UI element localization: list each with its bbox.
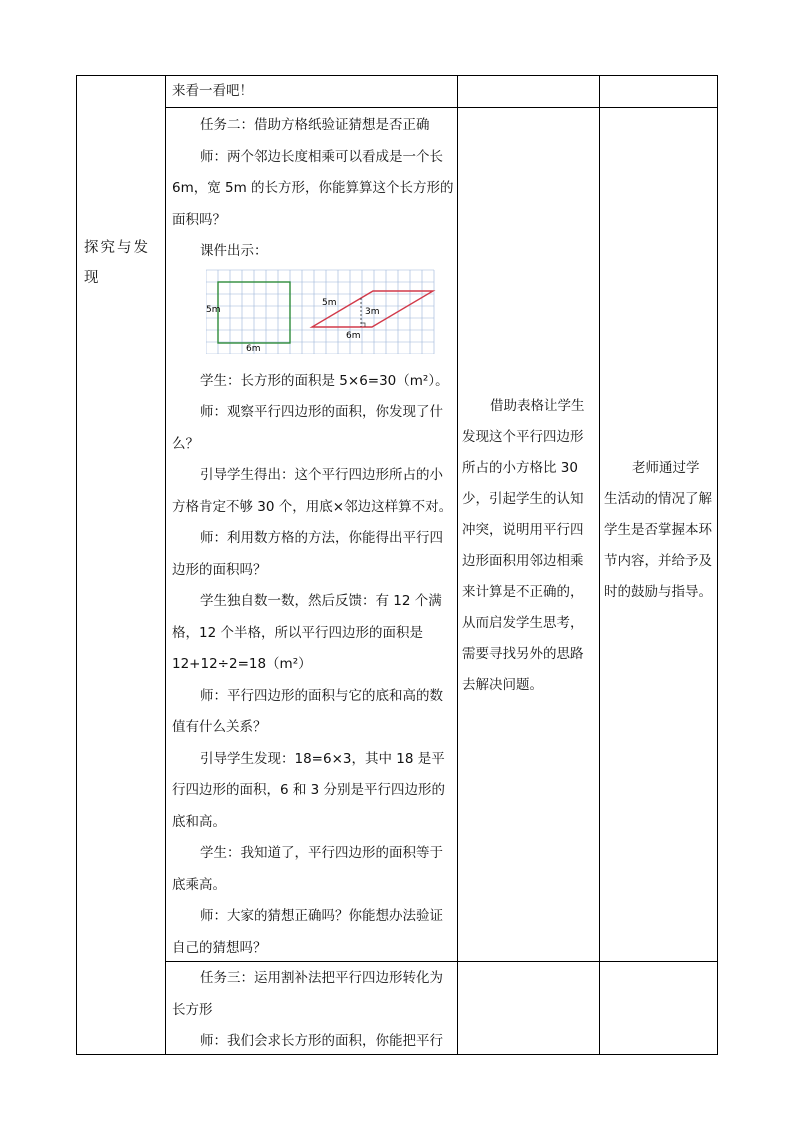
task3-title: 任务三：运用割补法把平行四边形转化为长方形	[172, 970, 443, 1018]
design-note-cell	[462, 391, 594, 701]
area-figure	[206, 268, 436, 354]
task2-paragraph: 师：观察平行四边形的面积，你发现了什么？	[172, 404, 443, 452]
task3-cell	[172, 963, 454, 1058]
task2-cell	[172, 110, 454, 964]
top-row-text: 来看一看吧！	[172, 83, 253, 99]
eval-note: 老师通过学生活动的情况了解学生是否掌握本环节内容，并给予及时的鼓励与指导。	[604, 460, 712, 600]
table-border-left	[76, 75, 77, 1055]
table-border-right	[717, 75, 718, 1055]
task2-paragraph: 学生：长方形的面积是 5×6=30（m²）。	[200, 372, 449, 389]
col-divider-1	[165, 75, 166, 1055]
task2-paragraph: 师：平行四边形的面积与它的底和高的数值有什么关系？	[172, 687, 443, 735]
col-divider-3	[599, 75, 600, 1055]
task2-paragraph: 学生：我知道了，平行四边形的面积等于底乘高。	[172, 845, 443, 893]
task2-paragraph: 课件出示：	[200, 243, 268, 259]
design-note: 借助表格让学生发现这个平行四边形所占的小方格比 30 少，引起学生的认知冲突，说明用平行四边形面积用邻边相乘来计算是不正确的，从而启发学生思考，需要寻找另外的思路去解决问题。	[462, 398, 585, 693]
eval-note-cell	[604, 453, 712, 608]
para-bottom-label: 6m	[346, 330, 361, 341]
stage-cell	[84, 233, 160, 293]
task2-paragraph: 引导学生发现：18=6×3，其中 18 是平行四边形的面积，6 和 3 分别是平行四边形的底和高。	[172, 750, 446, 830]
task2-paragraph: 师：大家的猜想正确吗？你能想办法验证自己的猜想吗？	[172, 908, 443, 956]
stage-label: 探究与发现	[84, 240, 150, 286]
task2-paragraph: 师：利用数方格的方法，你能得出平行四边形的面积吗？	[172, 530, 443, 578]
task2-title: 任务二：借助方格纸验证猜想是否正确	[200, 117, 430, 133]
col-divider-2	[457, 75, 458, 1055]
task2-paragraph: 引导学生得出：这个平行四边形所占的小方格肯定不够 30 个，用底×邻边这样算不对。	[172, 467, 453, 515]
lesson-table	[76, 75, 718, 1055]
top-row-cell	[172, 76, 452, 108]
para-height-label: 3m	[365, 306, 380, 317]
task2-paragraph: 师：两个邻边长度相乘可以看成是一个长6m，宽 5m 的长方形，你能算算这个长方形的面积吗？	[172, 148, 454, 228]
rect-side-label: 5m	[206, 304, 221, 315]
rect-bottom-label: 6m	[246, 343, 261, 354]
task2-paragraph: 学生独自数一数，然后反馈：有 12 个满格，12 个半格，所以平行四边形的面积是 12+12÷2=18（m²）	[172, 593, 442, 672]
task3-paragraph: 师：我们会求长方形的面积，你能把平行	[200, 1033, 443, 1049]
para-side-label: 5m	[322, 297, 337, 308]
